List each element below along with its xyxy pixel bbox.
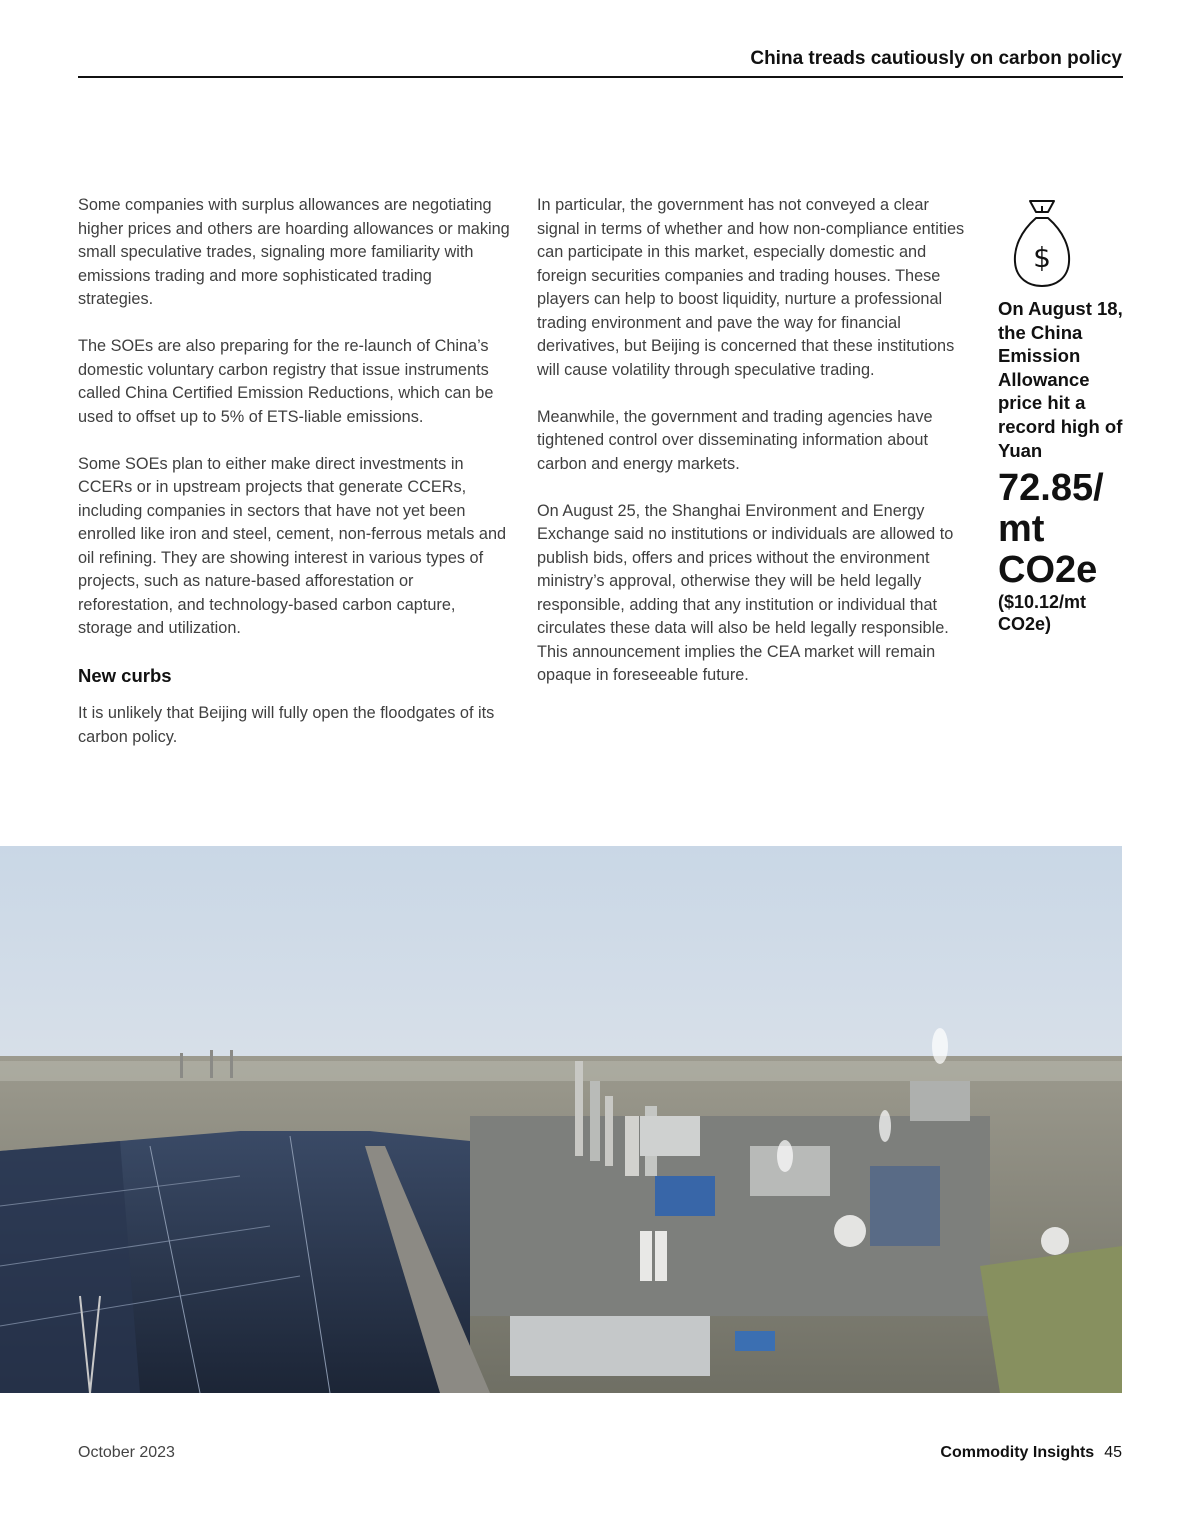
footer-brand: Commodity Insights (940, 1444, 1095, 1461)
section-heading: New curbs (78, 665, 172, 686)
header-rule (78, 76, 1123, 78)
left-column (78, 194, 510, 773)
money-bag-icon (1012, 198, 1072, 290)
page-number: 45 (1104, 1444, 1122, 1461)
paragraph: It is unlikely that Beijing will fully open the floodgates of its carbon policy. (78, 704, 495, 746)
aerial-industrial-photo (0, 846, 1122, 1393)
paragraph: Some companies with surplus allowances are negotiating higher prices and others are hoarding allowances or making small speculative trades, signaling more familiarity with emissions trading and more sophisticated trading strategies. (78, 196, 510, 308)
header-title: China treads cautiously on carbon policy (750, 48, 1122, 69)
stat-lead: On August 18, the China Emission Allowance price hit a record high of Yuan (998, 298, 1123, 461)
footer-date: October 2023 (78, 1444, 175, 1461)
svg-text:$: $ (1033, 241, 1051, 274)
middle-column (537, 194, 973, 711)
stat-conversion: ($10.12/mt CO2e) (998, 592, 1087, 635)
paragraph: On August 25, the Shanghai Environment and Energy Exchange said no institutions or individuals are allowed to publish bids, offers and prices without the environment ministry’s approval, otherwise they will be held legally responsible, adding that any institution or individual that circulates these data will also be held legally responsible. This announcement implies the CEA market will remain opaque in foreseeable future. (537, 501, 954, 684)
paragraph: Meanwhile, the government and trading agencies have tightened control over disseminating information about carbon and energy markets. (537, 407, 933, 473)
paragraph: Some SOEs plan to either make direct investments in CCERs or in upstream projects that generate CCERs, including companies in sectors that have not yet been enrolled like iron and steel, cement, non-ferrous metals and oil refining. They are showing interest in various types of projects, such as nature-based afforestation or reforestation, and technology-based carbon capture, storage and utilization. (78, 454, 507, 637)
paragraph: In particular, the government has not conveyed a clear signal in terms of whether and how non-compliance entities can participate in this market, especially domestic and foreign securities companies and trading houses. These players can help to boost liquidity, nurture a professional trading environment and pave the way for financial derivatives, but Beijing is concerned that these institutions will cause volatility through speculative trading. (537, 196, 965, 379)
stat-sidebar (998, 198, 1128, 635)
paragraph: The SOEs are also preparing for the re-launch of China’s domestic voluntary carbon registry that issue instruments called China Certified Emission Reductions, which can be used to offset up to 5% of ETS-liable emissions. (78, 337, 494, 426)
footer-brand-block (940, 1444, 1122, 1462)
stat-value: 72.85/ mt CO2e (998, 467, 1104, 592)
